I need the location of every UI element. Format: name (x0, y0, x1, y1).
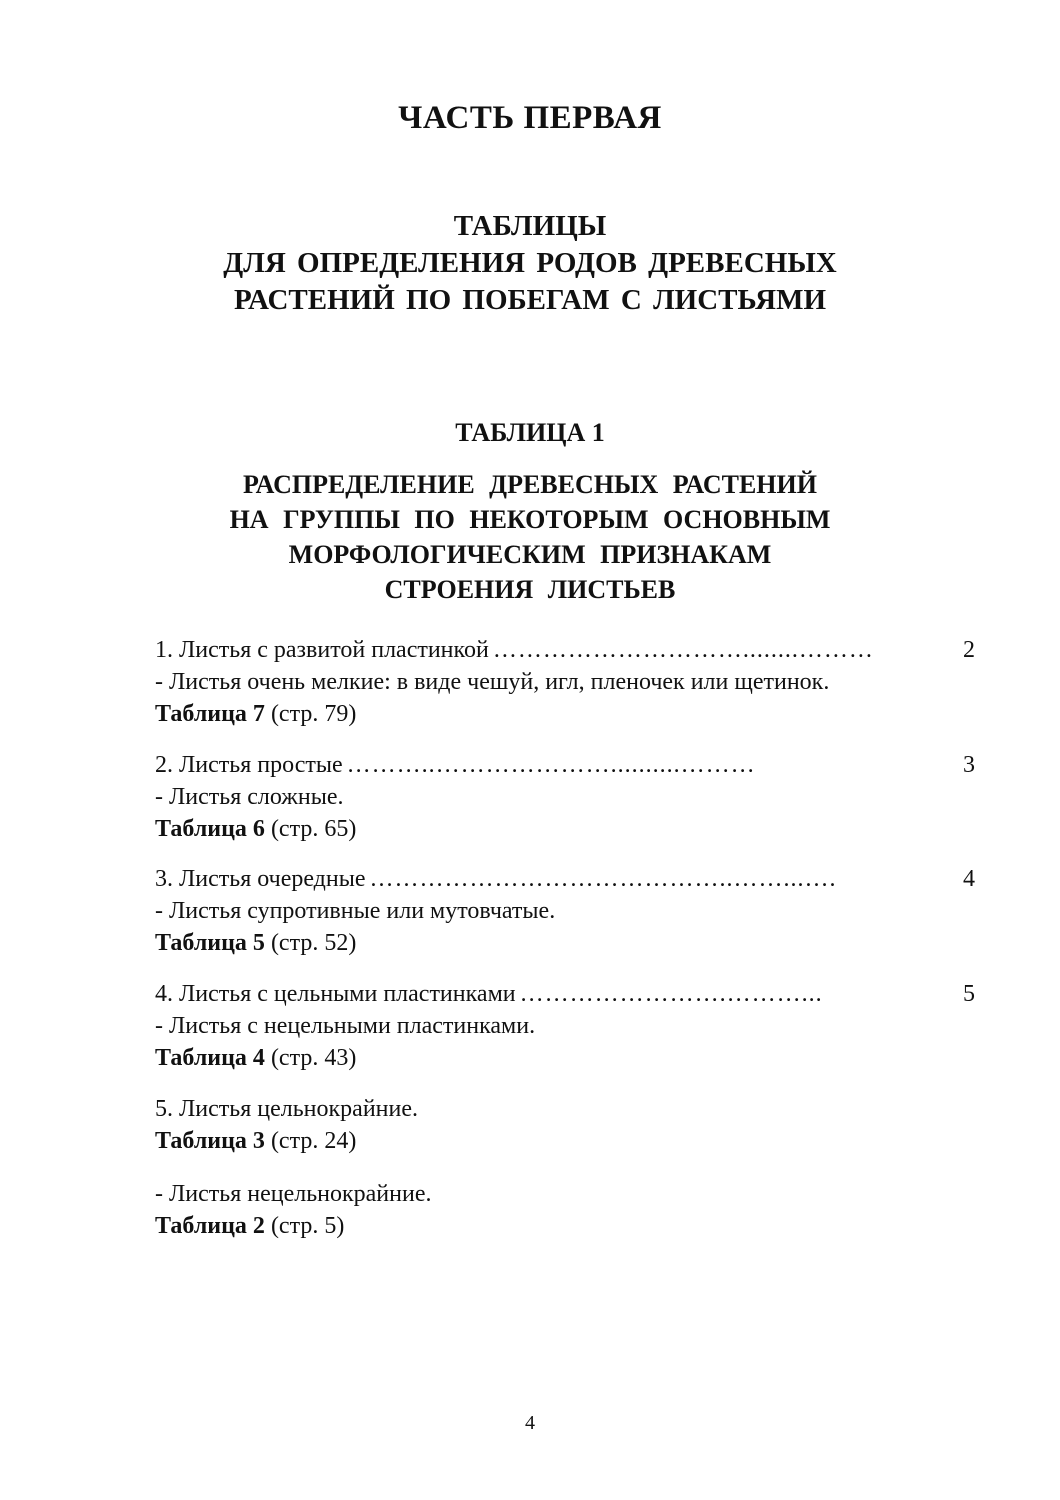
key-entry (155, 749, 975, 845)
table-reference (155, 1210, 975, 1242)
table-heading-line: МОРФОЛОГИЧЕСКИМ ПРИЗНАКАМ (288, 540, 772, 569)
key-thesis-row (155, 863, 975, 895)
part-title: ЧАСТЬ ПЕРВАЯ (398, 100, 662, 136)
key-antithesis: - Листья нецельнокрайние. (155, 1181, 432, 1207)
key-entry (155, 634, 975, 730)
key-thesis-row (155, 634, 975, 666)
key-entry (155, 1093, 975, 1157)
key-goto-number: 5 (963, 981, 975, 1007)
key-goto-number: 3 (963, 752, 975, 778)
section-title-line: РАСТЕНИЙ ПО ПОБЕГАМ С ЛИСТЬЯМИ (233, 284, 827, 316)
table-reference-page: (стр. 79) (270, 701, 357, 727)
dot-leader: …………………………........……… (492, 637, 874, 663)
table-heading-line: НА ГРУППЫ ПО НЕКОТОРЫМ ОСНОВНЫМ (229, 505, 831, 534)
table-heading-line: РАСПРЕДЕЛЕНИЕ ДРЕВЕСНЫХ РАСТЕНИЙ (243, 470, 817, 499)
table-reference-name: Таблица 6 (155, 816, 265, 842)
table-heading-line: СТРОЕНИЯ ЛИСТЬЕВ (384, 575, 676, 604)
key-antithesis: - Листья очень мелкие: в виде чешуй, игл, пленочек или щетинок. (155, 669, 830, 695)
table-reference-name: Таблица 7 (155, 701, 265, 727)
table-number: ТАБЛИЦА 1 (455, 418, 605, 447)
section-title-line: ТАБЛИЦЫ (453, 210, 607, 242)
key-antithesis: - Листья супротивные или мутовчатые. (155, 898, 556, 924)
key-thesis: 3. Листья очередные (155, 866, 366, 892)
key-antithesis: - Листья сложные. (155, 784, 344, 810)
table-reference (155, 813, 975, 845)
key-thesis: 4. Листья с цельными пластинками (155, 981, 516, 1007)
table-reference (155, 1125, 975, 1157)
table-reference-page: (стр. 5) (270, 1213, 345, 1239)
table-reference-page: (стр. 65) (270, 816, 357, 842)
table-reference (155, 1042, 975, 1074)
page-number: 4 (525, 1412, 535, 1434)
table-reference-page: (стр. 24) (270, 1128, 357, 1154)
section-title (0, 208, 1060, 319)
key-goto-number: 2 (963, 637, 975, 663)
table-reference-name: Таблица 3 (155, 1128, 265, 1154)
key-entry (155, 863, 975, 959)
key-thesis: 2. Листья простые (155, 752, 343, 778)
key-thesis-row (155, 749, 975, 781)
key-thesis: 5. Листья цельнокрайние. (155, 1096, 419, 1122)
key-goto-number: 4 (963, 866, 975, 892)
table-reference-name: Таблица 5 (155, 930, 265, 956)
key-entry (155, 1178, 975, 1242)
dot-leader: ………..…………………..........……… (346, 752, 756, 778)
key-entry (155, 978, 975, 1074)
table-reference-name: Таблица 2 (155, 1213, 265, 1239)
table-reference (155, 698, 975, 730)
key-thesis-row (155, 978, 975, 1010)
key-thesis: 1. Листья с развитой пластинкой (155, 637, 489, 663)
key-antithesis: - Листья с нецельными пластинками. (155, 1013, 536, 1039)
table-heading (0, 467, 1060, 607)
dot-leader: …………………….………... (519, 981, 823, 1007)
table-reference-page: (стр. 52) (270, 930, 357, 956)
table-reference (155, 927, 975, 959)
section-title-line: ДЛЯ ОПРЕДЕЛЕНИЯ РОДОВ ДРЕВЕСНЫХ (223, 247, 837, 279)
table-reference-name: Таблица 4 (155, 1045, 265, 1071)
table-reference-page: (стр. 43) (270, 1045, 357, 1071)
dot-leader: ……………………………………..……...…. (369, 866, 837, 892)
